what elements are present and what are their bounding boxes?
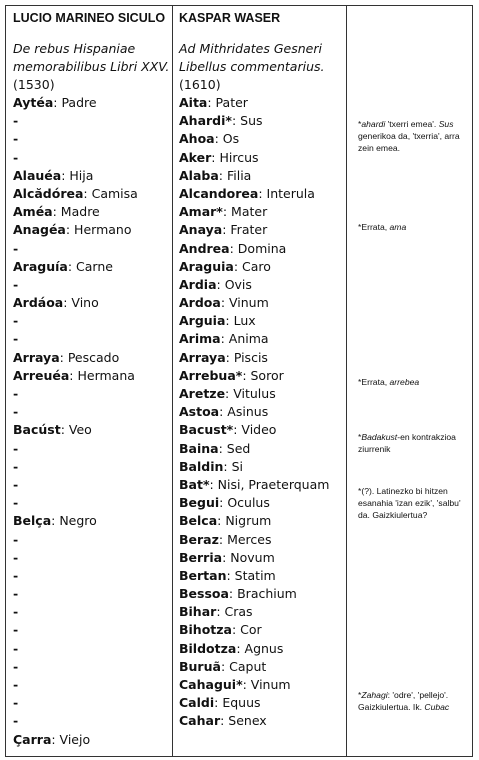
waser-meaning: : Vitulus	[225, 386, 276, 401]
siculo-row	[13, 567, 173, 585]
waser-word: Arraya	[179, 349, 226, 365]
waser-row	[179, 567, 351, 585]
siculo-meaning: : Viejo	[51, 731, 91, 747]
siculo-meaning: : Hermana	[69, 367, 135, 383]
waser-title-line2: Libellus commentarius.	[179, 59, 325, 74]
siculo-row	[13, 440, 173, 458]
siculo-word: -	[13, 131, 19, 147]
waser-word: Astoa	[179, 404, 220, 420]
waser-word: Baldin	[179, 458, 224, 474]
waser-title-line1: Ad Mithridates Gesneri	[179, 41, 322, 56]
siculo-meaning: : Padre	[53, 95, 97, 110]
note-ama	[358, 221, 470, 233]
note-text: *Errata,	[358, 222, 390, 232]
siculo-word: -	[13, 549, 19, 565]
siculo-row	[13, 130, 173, 148]
siculo-row	[13, 676, 173, 694]
waser-word: Anaya	[179, 222, 223, 238]
note-italic: Cubac	[424, 702, 450, 712]
waser-header: KASPAR WASER	[179, 11, 281, 25]
siculo-title-line1: De rebus Hispaniae	[13, 41, 136, 56]
waser-meaning: : Oculus	[219, 495, 270, 511]
siculo-year: (1530)	[13, 77, 55, 92]
note-text: *Errata,	[358, 377, 390, 387]
waser-meaning: : Cras	[216, 604, 253, 620]
siculo-row	[13, 476, 173, 494]
waser-meaning: : Merces	[218, 531, 272, 547]
waser-row	[179, 349, 351, 367]
siculo-row	[13, 112, 173, 130]
siculo-word: Çarra	[13, 731, 52, 747]
waser-row	[179, 203, 351, 221]
waser-word: Begui	[179, 495, 220, 511]
siculo-row	[13, 385, 173, 403]
waser-row	[179, 585, 351, 603]
waser-meaning: : Caro	[233, 258, 271, 274]
siculo-title-line2: memorabilibus Libri XXV.	[13, 59, 170, 74]
waser-row	[179, 621, 351, 639]
waser-row	[179, 421, 351, 439]
siculo-row	[13, 531, 173, 549]
siculo-row	[13, 94, 173, 112]
waser-row	[179, 112, 351, 130]
siculo-row	[13, 712, 173, 730]
siculo-word: -	[13, 586, 19, 602]
waser-word: Amar*	[179, 204, 223, 220]
note-text: *	[358, 690, 362, 700]
note-text: generikoa da, 'txerria', arra zein emea.	[358, 131, 460, 153]
siculo-row	[13, 258, 173, 276]
waser-row	[179, 130, 351, 148]
waser-word: Bat*	[179, 476, 210, 492]
waser-word: Ardia	[179, 276, 217, 292]
waser-row	[179, 603, 351, 621]
waser-row	[179, 512, 351, 530]
siculo-row	[13, 403, 173, 421]
waser-meaning: : Domina	[229, 240, 287, 256]
waser-year: (1610)	[179, 77, 221, 92]
waser-meaning: : Interula	[258, 185, 315, 201]
waser-meaning: : Statim	[226, 567, 276, 583]
waser-row	[179, 440, 351, 458]
siculo-row	[13, 240, 173, 258]
waser-meaning: : Senex	[220, 713, 267, 729]
waser-word: Ahardi*	[179, 113, 232, 129]
siculo-word: -	[13, 404, 19, 420]
waser-row	[179, 494, 351, 512]
siculo-meaning: : Hija	[61, 167, 94, 183]
waser-meaning: : Cor	[232, 622, 262, 638]
waser-meaning: : Ovis	[216, 276, 252, 292]
siculo-word: Améa	[13, 204, 53, 220]
waser-meaning: : Sus	[231, 113, 263, 129]
waser-word: Bessoa	[179, 586, 229, 602]
siculo-meaning: : Veo	[60, 422, 92, 438]
waser-word: Arguia	[179, 313, 226, 329]
siculo-word: -	[13, 386, 19, 401]
waser-word: Alcandorea	[179, 185, 259, 201]
siculo-word: -	[13, 567, 19, 583]
siculo-word: Belça	[13, 513, 52, 529]
note-italic: Badakust	[361, 432, 398, 442]
waser-word: Cahagui*	[179, 677, 243, 692]
siculo-row	[13, 330, 173, 348]
waser-meaning: : Video	[233, 422, 277, 438]
siculo-row	[13, 276, 173, 294]
siculo-row	[13, 494, 173, 512]
waser-word: Bildotza	[179, 640, 237, 656]
waser-meaning: : Lux	[225, 313, 256, 329]
waser-word: Aretze	[179, 386, 226, 401]
note-text: : 'odre', 'pellejo'. Gaizkiulertua. Ik.	[358, 690, 449, 712]
siculo-row	[13, 221, 173, 239]
note-italic: arrebea	[389, 377, 420, 387]
siculo-meaning: : Negro	[51, 513, 97, 529]
waser-meaning: : Soror	[242, 367, 284, 383]
siculo-word: Aytéa	[13, 95, 54, 110]
waser-word: Araguia	[179, 258, 234, 274]
notes-column	[356, 6, 470, 756]
siculo-row	[13, 512, 173, 530]
waser-meaning: : Vinum	[220, 295, 269, 311]
siculo-meaning: : Hermano	[65, 222, 132, 238]
waser-row	[179, 385, 351, 403]
siculo-row	[13, 694, 173, 712]
waser-row	[179, 458, 351, 476]
note-italic: ahardi	[361, 119, 386, 129]
waser-meaning: : Nisi, Praeterquam	[209, 476, 330, 492]
siculo-row	[13, 731, 173, 749]
waser-row	[179, 694, 351, 712]
note-zahagi	[358, 689, 470, 713]
siculo-word: -	[13, 695, 19, 711]
waser-meaning: : Agnus	[236, 640, 284, 656]
siculo-header: LUCIO MARINEO SICULO	[13, 11, 166, 25]
waser-meaning: : Hircus	[211, 149, 259, 165]
siculo-word: Ardáoa	[13, 295, 64, 311]
note-text: -en kontrakzioa ziurrenik	[358, 432, 456, 454]
siculo-word: -	[13, 240, 19, 256]
waser-word: Arima	[179, 331, 221, 347]
siculo-row	[13, 185, 173, 203]
note-italic: ama	[389, 222, 407, 232]
waser-meaning: : Si	[223, 458, 243, 474]
siculo-word: Arreuéa	[13, 367, 70, 383]
note-text: *	[358, 432, 362, 442]
waser-word: Caldi	[179, 695, 215, 711]
waser-row	[179, 258, 351, 276]
waser-word: Arrebua*	[179, 367, 243, 383]
siculo-row	[13, 458, 173, 476]
waser-meaning: : Os	[214, 131, 240, 147]
siculo-meaning: : Vino	[63, 295, 99, 311]
waser-row	[179, 167, 351, 185]
siculo-meaning: : Madre	[52, 204, 100, 220]
siculo-row	[13, 549, 173, 567]
waser-row	[179, 294, 351, 312]
siculo-row	[13, 585, 173, 603]
waser-meaning: : Filia	[218, 167, 252, 183]
waser-word: Bihotza	[179, 622, 232, 638]
siculo-word: -	[13, 276, 19, 292]
siculo-word: -	[13, 604, 19, 620]
siculo-row	[13, 149, 173, 167]
waser-word: Andrea	[179, 240, 230, 256]
note-text: 'txerri emea'.	[385, 119, 439, 129]
siculo-word: Arraya	[13, 349, 60, 365]
waser-row	[179, 312, 351, 330]
siculo-word: -	[13, 640, 19, 656]
siculo-meaning: : Camisa	[83, 185, 138, 201]
note-italic: Zahagi	[361, 690, 388, 700]
siculo-word: Araguía	[13, 258, 68, 274]
waser-row	[179, 185, 351, 203]
siculo-word: -	[13, 495, 19, 511]
waser-word: Aker	[179, 149, 212, 165]
siculo-word: Anagéa	[13, 222, 66, 238]
waser-word: Buruã	[179, 658, 221, 674]
waser-word: Ardoa	[179, 295, 221, 311]
note-text: *(?). Latinezko bi hitzen esanahia 'izan ezik', 'salbu' da. Gaizkiulertua?	[358, 486, 461, 520]
waser-row	[179, 221, 351, 239]
siculo-word-list	[13, 94, 173, 749]
siculo-word: -	[13, 622, 19, 638]
waser-word: Baina	[179, 440, 219, 456]
waser-meaning: : Sed	[218, 440, 251, 456]
waser-meaning: : Piscis	[225, 349, 268, 365]
waser-row	[179, 367, 351, 385]
waser-meaning: : Frater	[222, 222, 268, 238]
waser-row	[179, 712, 351, 730]
comparison-table	[5, 5, 473, 757]
waser-row	[179, 276, 351, 294]
siculo-row	[13, 640, 173, 658]
waser-row	[179, 149, 351, 167]
siculo-word: Alauéa	[13, 167, 62, 183]
waser-row	[179, 476, 351, 494]
siculo-word: -	[13, 713, 19, 729]
waser-row	[179, 676, 351, 694]
waser-meaning: : Pater	[207, 95, 248, 110]
waser-word: Aita	[179, 95, 208, 110]
note-text: *	[358, 119, 362, 129]
siculo-word: -	[13, 331, 19, 347]
siculo-word: -	[13, 458, 19, 474]
siculo-meaning: : Carne	[67, 258, 113, 274]
waser-row	[179, 640, 351, 658]
siculo-word: -	[13, 149, 19, 165]
waser-meaning: : Mater	[222, 204, 268, 220]
waser-word: Bihar	[179, 604, 217, 620]
siculo-row	[13, 294, 173, 312]
waser-column	[179, 10, 351, 731]
siculo-word: -	[13, 476, 19, 492]
siculo-meaning: : Pescado	[59, 349, 120, 365]
siculo-word: -	[13, 658, 19, 674]
waser-row	[179, 330, 351, 348]
siculo-row	[13, 658, 173, 676]
waser-meaning: : Nigrum	[217, 513, 272, 529]
waser-row	[179, 549, 351, 567]
siculo-word: Bacúst	[13, 422, 61, 438]
waser-meaning: : Anima	[220, 331, 269, 347]
waser-word: Cahar	[179, 713, 221, 729]
waser-word: Ahoa	[179, 131, 215, 147]
siculo-word: Alcădórea	[13, 185, 84, 201]
siculo-word: -	[13, 313, 19, 329]
waser-meaning: : Vinum	[242, 677, 291, 692]
note-arrebea	[358, 376, 470, 388]
waser-word: Berria	[179, 549, 223, 565]
note-italic: Sus	[438, 119, 454, 129]
siculo-word: -	[13, 113, 19, 129]
waser-row	[179, 531, 351, 549]
waser-row	[179, 240, 351, 258]
siculo-row	[13, 603, 173, 621]
waser-meaning: : Novum	[222, 549, 275, 565]
siculo-word: -	[13, 531, 19, 547]
siculo-row	[13, 167, 173, 185]
note-badakust	[358, 431, 470, 455]
waser-word-list	[179, 94, 351, 731]
waser-meaning: : Brachium	[228, 586, 297, 602]
siculo-row	[13, 367, 173, 385]
note-ahardi	[358, 118, 470, 154]
note-bat	[358, 485, 470, 521]
waser-meaning: : Caput	[220, 658, 267, 674]
siculo-word: -	[13, 677, 19, 692]
waser-word: Belca	[179, 513, 218, 529]
siculo-row	[13, 421, 173, 439]
waser-word: Beraz	[179, 531, 219, 547]
siculo-row	[13, 203, 173, 221]
siculo-column	[13, 10, 173, 749]
waser-word: Alaba	[179, 167, 219, 183]
waser-row	[179, 94, 351, 112]
siculo-row	[13, 621, 173, 639]
waser-word: Bacust*	[179, 422, 234, 438]
waser-meaning: : Equus	[214, 695, 261, 711]
siculo-row	[13, 349, 173, 367]
waser-row	[179, 403, 351, 421]
siculo-word: -	[13, 440, 19, 456]
siculo-row	[13, 312, 173, 330]
waser-row	[179, 658, 351, 676]
waser-meaning: : Asinus	[219, 404, 269, 420]
waser-word: Bertan	[179, 567, 227, 583]
